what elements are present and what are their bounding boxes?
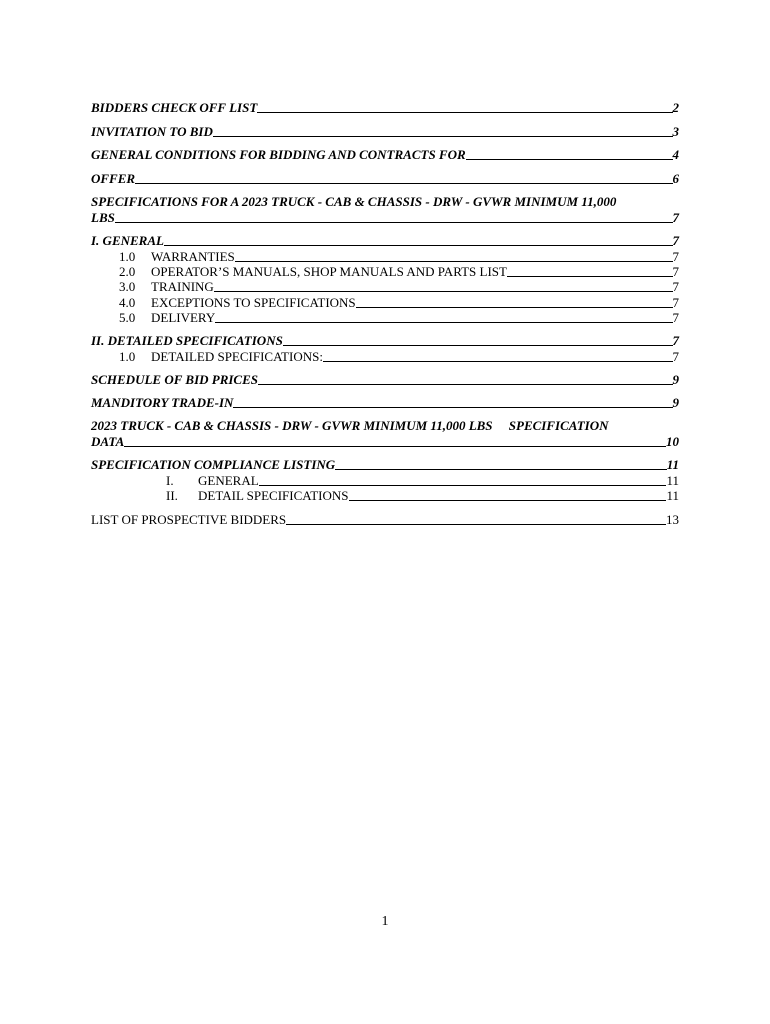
toc-label: SPECIFICATION COMPLIANCE LISTING [91, 457, 336, 472]
toc-label-line2: DATA [91, 434, 125, 449]
dot-leader [466, 159, 673, 160]
toc-label: DETAILED SPECIFICATIONS: [151, 349, 323, 364]
toc-page-number: 7 [672, 333, 679, 348]
toc-subentry[interactable] [119, 295, 679, 311]
toc-subentry[interactable] [119, 279, 679, 295]
toc-label: INVITATION TO BID [91, 124, 213, 139]
toc-page-number: 3 [672, 124, 679, 139]
toc-subentry[interactable] [119, 264, 679, 280]
toc-page-number: 9 [672, 395, 679, 410]
dot-leader [258, 384, 672, 385]
toc-entry-offer[interactable] [91, 171, 679, 187]
dot-leader [233, 407, 672, 408]
toc-subentry[interactable] [166, 473, 679, 489]
toc-label: II. DETAILED SPECIFICATIONS [91, 333, 283, 348]
toc-page-number: 7 [672, 249, 679, 264]
toc-entry-detailed[interactable] [91, 333, 679, 349]
toc-label: EXCEPTIONS TO SPECIFICATIONS [151, 295, 356, 310]
dot-leader [323, 361, 673, 362]
page-number: 1 [381, 914, 389, 929]
dot-leader [135, 183, 672, 184]
toc-label: LIST OF PROSPECTIVE BIDDERS [91, 512, 287, 527]
toc-item-number: 1.0 [119, 349, 136, 364]
dot-leader [507, 276, 673, 277]
toc-label: WARRANTIES [151, 249, 235, 264]
dot-leader [213, 136, 673, 137]
dot-leader [349, 500, 667, 501]
toc-page-number: 7 [672, 349, 679, 364]
toc-page-number: 7 [672, 279, 679, 294]
dot-leader [215, 322, 672, 323]
dot-leader [335, 469, 667, 470]
toc-item-number: 5.0 [119, 310, 136, 325]
toc-item-number: 4.0 [119, 295, 136, 310]
toc-label: GENERAL [198, 473, 259, 488]
dot-leader [214, 291, 673, 292]
toc-label-line1: 2023 TRUCK - CAB & CHASSIS - DRW - GVWR MINIMUM 11,000 LBS SPECIFICATION [91, 418, 609, 433]
toc-entry-schedule[interactable] [91, 372, 679, 388]
dot-leader [283, 345, 673, 346]
dot-leader [124, 446, 666, 447]
toc-item-number: II. [166, 488, 178, 503]
toc-entry-general-conditions[interactable] [91, 147, 679, 163]
toc-item-number: 1.0 [119, 249, 136, 264]
toc-page-number: 7 [672, 264, 679, 279]
toc-entry-compliance[interactable] [91, 457, 679, 473]
toc-label-line2: LBS [91, 210, 115, 225]
toc-label-line1: SPECIFICATIONS FOR A 2023 TRUCK - CAB & CHASSIS - DRW - GVWR MINIMUM 11,000 [91, 194, 617, 209]
toc-label: DELIVERY [151, 310, 216, 325]
toc-page-number: 2 [672, 100, 679, 115]
toc-page-number: 7 [672, 295, 679, 310]
dot-leader [356, 307, 673, 308]
toc-label: OFFER [91, 171, 136, 186]
dot-leader [257, 112, 672, 113]
toc-page-number: 6 [672, 171, 679, 186]
toc-label: DETAIL SPECIFICATIONS [198, 488, 349, 503]
dot-leader [286, 524, 666, 525]
toc-page-number: 7 [672, 310, 679, 325]
toc-item-number: I. [166, 473, 174, 488]
toc-item-number: 3.0 [119, 279, 136, 294]
toc-page-number: 10 [666, 434, 679, 449]
toc-page-number: 11 [666, 488, 679, 503]
toc-page-number: 9 [672, 372, 679, 387]
dot-leader [164, 245, 673, 246]
toc-entry-prospective[interactable] [91, 512, 679, 528]
toc-entry-general[interactable] [91, 233, 679, 249]
toc-page-number: 11 [666, 473, 679, 488]
toc-subentry[interactable] [119, 249, 679, 265]
toc-page-number: 7 [672, 210, 679, 225]
dot-leader [259, 485, 667, 486]
dot-leader [115, 222, 673, 223]
toc-subentry[interactable] [166, 488, 679, 504]
toc-entry-invitation[interactable] [91, 124, 679, 140]
toc-label: BIDDERS CHECK OFF LIST [91, 100, 258, 115]
toc-entry-specifications[interactable] [91, 194, 679, 226]
toc-label: TRAINING [151, 279, 214, 294]
toc-subentry[interactable] [119, 349, 679, 365]
toc-entry-bidders-check[interactable] [91, 100, 679, 116]
toc-label: I. GENERAL [91, 233, 164, 248]
toc-entry-spec-data[interactable] [91, 418, 679, 450]
toc-page-number: 4 [672, 147, 679, 162]
toc-label: MANDITORY TRADE-IN [91, 395, 234, 410]
toc-label: OPERATOR’S MANUALS, SHOP MANUALS AND PARTS LIST [151, 264, 507, 279]
toc-page-number: 13 [666, 512, 679, 527]
toc-label: SCHEDULE OF BID PRICES [91, 372, 259, 387]
toc-page-number: 11 [666, 457, 679, 472]
toc-label: GENERAL CONDITIONS FOR BIDDING AND CONTRACTS FOR [91, 147, 466, 162]
toc-entry-tradein[interactable] [91, 395, 679, 411]
toc-item-number: 2.0 [119, 264, 136, 279]
toc-subentry[interactable] [119, 310, 679, 326]
dot-leader [235, 261, 673, 262]
toc-page-number: 7 [672, 233, 679, 248]
